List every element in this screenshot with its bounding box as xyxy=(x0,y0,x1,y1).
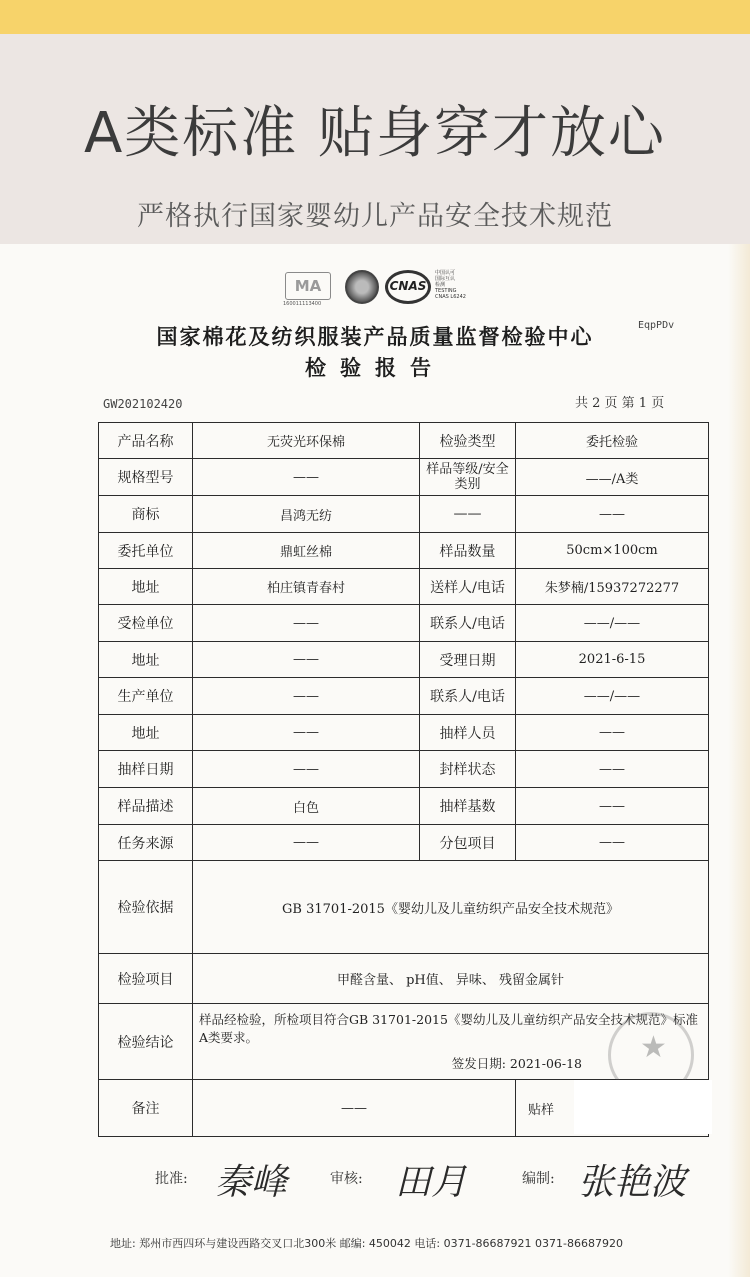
field-label: 分包项目 xyxy=(420,825,516,861)
cnas-info: 中国认可 国际互认 检测 TESTING CNAS L6242 xyxy=(435,270,466,300)
attach-sample-cell xyxy=(516,1080,709,1137)
review-label: 审核: xyxy=(330,1171,363,1187)
field-value: 50cm×100cm xyxy=(516,533,709,569)
table-row xyxy=(99,569,709,605)
field-label: 检验类型 xyxy=(420,423,516,459)
field-value: 2021-6-15 xyxy=(516,642,709,678)
field-value: —— xyxy=(193,825,420,861)
table-row xyxy=(99,459,709,496)
field-label: 抽样人员 xyxy=(420,715,516,751)
table-row xyxy=(99,423,709,459)
field-label: 规格型号 xyxy=(99,459,193,496)
field-value: 柏庄镇青春村 xyxy=(193,569,420,605)
official-seal-icon: ★ xyxy=(608,1012,694,1098)
field-value: —— xyxy=(193,751,420,788)
signature-area xyxy=(0,1150,750,1210)
hero-banner xyxy=(0,34,750,244)
conclusion-text: 样品经检验，所检项目符合GB 31701-2015《婴幼儿及儿童纺织产品安全技术规范》标准A类要求。 xyxy=(199,1011,698,1045)
organization-title: 国家棉花及纺织服装产品质量监督检验中心 xyxy=(156,324,594,349)
field-value: 鼎虹丝棉 xyxy=(193,533,420,569)
field-value: —— xyxy=(193,459,420,496)
field-label: 委托单位 xyxy=(99,533,193,569)
field-value: —— xyxy=(516,715,709,751)
paper-edge xyxy=(728,244,750,1277)
field-label: 任务来源 xyxy=(99,825,193,861)
hero-title: A类标准 贴身穿才放心 xyxy=(83,101,667,166)
footer-address: 地址: 郑州市西四环与建设西路交叉口北300米 邮编: 450042 电话: 0371-86687921 0371-86687920 xyxy=(110,1237,623,1250)
approve-label: 批准: xyxy=(155,1171,188,1187)
field-value: —— xyxy=(193,642,420,678)
field-label: 样品描述 xyxy=(99,788,193,825)
field-value: ——/—— xyxy=(516,678,709,715)
field-label: 抽样基数 xyxy=(420,788,516,825)
field-label: 联系人/电话 xyxy=(420,605,516,642)
table-row xyxy=(99,642,709,678)
items-value: 甲醛含量、 pH值、 异味、 残留金属针 xyxy=(193,954,709,1004)
cma-number: 160011113400 xyxy=(283,301,322,307)
attach-label: 贴样 xyxy=(528,1102,555,1118)
sample-swatch xyxy=(574,1080,712,1134)
field-label: —— xyxy=(420,496,516,533)
remarks-value: —— xyxy=(193,1080,516,1137)
report-table xyxy=(98,422,709,1137)
approve-signature: 秦峰 xyxy=(215,1162,288,1203)
page-count: 共 2 页 第 1 页 xyxy=(575,396,665,411)
table-row xyxy=(99,751,709,788)
compile-signature: 张艳波 xyxy=(578,1162,687,1203)
table-row xyxy=(99,825,709,861)
field-label: 样品数量 xyxy=(420,533,516,569)
review-signature: 田月 xyxy=(395,1162,468,1203)
table-row xyxy=(99,605,709,642)
field-value: —— xyxy=(193,715,420,751)
field-value: —— xyxy=(193,605,420,642)
cnas-logo: CNAS xyxy=(385,270,431,304)
field-label: 商标 xyxy=(99,496,193,533)
report-number: GW202102420 xyxy=(103,397,183,411)
report-title: 检验报告 xyxy=(305,355,445,380)
field-value: 朱梦楠/15937272277 xyxy=(516,569,709,605)
field-label: 受理日期 xyxy=(420,642,516,678)
field-value: —— xyxy=(516,751,709,788)
field-value: —— xyxy=(516,788,709,825)
table-row xyxy=(99,533,709,569)
ilac-globe-icon xyxy=(345,270,379,304)
field-value: 委托检验 xyxy=(516,423,709,459)
doc-code: EqpPDv xyxy=(638,320,675,331)
field-label: 地址 xyxy=(99,569,193,605)
conclusion-row xyxy=(99,1004,709,1080)
basis-row xyxy=(99,861,709,954)
conclusion-cell xyxy=(193,1004,709,1080)
field-label: 封样状态 xyxy=(420,751,516,788)
table-row xyxy=(99,678,709,715)
field-label: 地址 xyxy=(99,642,193,678)
basis-label: 检验依据 xyxy=(99,861,193,954)
compile-label: 编制: xyxy=(522,1171,555,1187)
field-label: 产品名称 xyxy=(99,423,193,459)
field-value: —— xyxy=(516,825,709,861)
table-row xyxy=(99,715,709,751)
issue-date: 签发日期: 2021-06-18 xyxy=(451,1055,582,1071)
basis-value: GB 31701-2015《婴幼儿及儿童纺织产品安全技术规范》 xyxy=(193,861,709,954)
hero-subtitle: 严格执行国家婴幼儿产品安全技术规范 xyxy=(137,201,613,232)
field-value: 白色 xyxy=(193,788,420,825)
remarks-label: 备注 xyxy=(99,1080,193,1137)
field-value: 无荧光环保棉 xyxy=(193,423,420,459)
field-value: —— xyxy=(193,678,420,715)
items-label: 检验项目 xyxy=(99,954,193,1004)
field-value: 昌鸿无纺 xyxy=(193,496,420,533)
field-label: 送样人/电话 xyxy=(420,569,516,605)
cma-logo: MA xyxy=(285,272,331,300)
field-label: 抽样日期 xyxy=(99,751,193,788)
field-label: 受检单位 xyxy=(99,605,193,642)
field-value: —— xyxy=(516,496,709,533)
field-value: ——/—— xyxy=(516,605,709,642)
table-row xyxy=(99,496,709,533)
items-row xyxy=(99,954,709,1004)
remarks-row xyxy=(99,1080,709,1137)
top-accent-bar xyxy=(0,0,750,34)
field-label: 联系人/电话 xyxy=(420,678,516,715)
field-label: 样品等级/安全类别 xyxy=(420,459,516,496)
field-value: ——/A类 xyxy=(516,459,709,496)
table-row xyxy=(99,788,709,825)
conclusion-label: 检验结论 xyxy=(99,1004,193,1080)
field-label: 地址 xyxy=(99,715,193,751)
field-label: 生产单位 xyxy=(99,678,193,715)
certification-logos xyxy=(285,268,475,308)
